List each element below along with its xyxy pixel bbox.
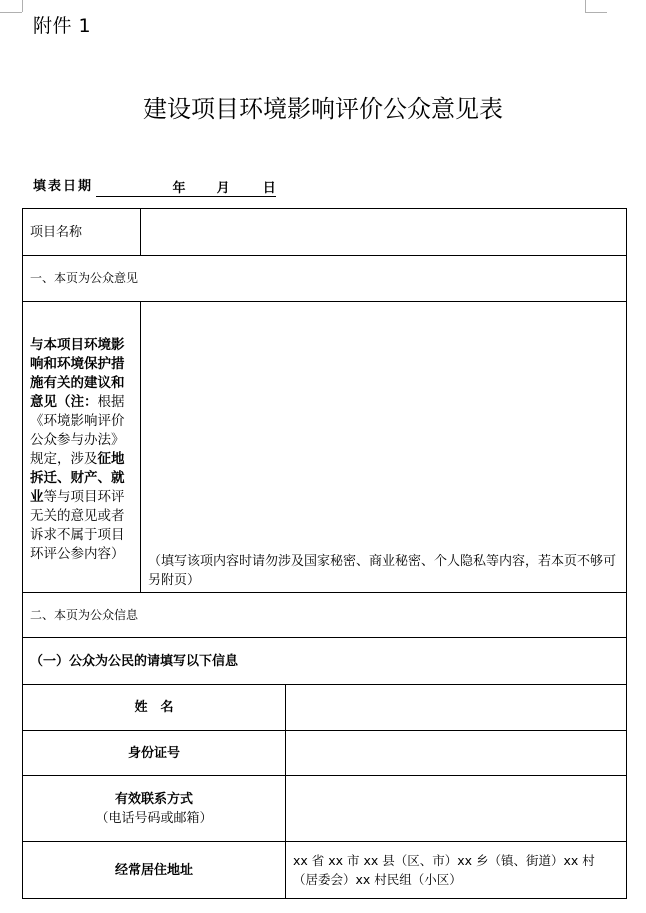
opinion-label-text: 根据《环境影响评价公众参与办法》规定，涉及 — [30, 394, 125, 467]
crop-mark-top-right-v — [585, 0, 586, 12]
name-row — [23, 685, 627, 731]
section1-heading: 一、本页为公众意见 — [23, 256, 627, 302]
opinion-label — [23, 302, 141, 593]
year-label: 年 — [172, 181, 186, 196]
month-label: 月 — [216, 181, 230, 196]
subsection1-heading: （一）公众为公民的请填写以下信息 — [23, 638, 627, 685]
name-label: 姓 名 — [23, 685, 286, 731]
crop-mark-top-right-h — [585, 12, 607, 13]
opinion-form-table — [22, 208, 627, 899]
contact-row — [23, 776, 627, 842]
day-label: 日 — [262, 181, 276, 196]
id-label: 身份证号 — [23, 731, 286, 776]
opinion-row — [23, 302, 627, 593]
page-title: 建设项目环境影响评价公众意见表 — [143, 95, 503, 123]
contact-sublabel: （电话号码或邮箱） — [95, 810, 213, 826]
crop-mark-top-left-h — [0, 12, 22, 13]
section2-heading: 二、本页为公众信息 — [23, 593, 627, 638]
opinion-input[interactable] — [141, 302, 627, 593]
fill-date-field[interactable] — [96, 179, 276, 197]
contact-input[interactable] — [286, 776, 627, 842]
name-input[interactable] — [286, 685, 627, 731]
contact-label: 有效联系方式 — [114, 791, 193, 807]
contact-label-cell — [23, 776, 286, 842]
fill-date-label: 填表日期 — [33, 179, 94, 194]
project-name-input[interactable] — [141, 209, 627, 256]
fill-date-row — [33, 177, 276, 197]
address-row — [23, 842, 627, 899]
id-row — [23, 731, 627, 776]
project-name-row — [23, 209, 627, 256]
opinion-label-bold: 与本项目环境影响和环境保护措施有关的建议和意见（注： — [30, 337, 125, 410]
section2-row — [23, 593, 627, 638]
opinion-note: （填写该项内容时请勿涉及国家秘密、商业秘密、个人隐私等内容，若本页不够可另附页） — [148, 554, 617, 588]
id-input[interactable] — [286, 731, 627, 776]
crop-mark-top-left-v — [22, 0, 23, 12]
opinion-label-tail: 等与项目环评无关的意见或者诉求不属于项目环评公参内容） — [30, 489, 125, 562]
opinion-label-emphasis: 征地拆迁、财产、就业 — [30, 451, 125, 505]
project-name-label: 项目名称 — [23, 209, 141, 256]
address-label: 经常居住地址 — [23, 842, 286, 899]
address-input[interactable]: xx 省 xx 市 xx 县（区、市）xx 乡（镇、街道）xx 村（居委会）xx 村民组（小区） — [286, 842, 627, 899]
section1-row — [23, 256, 627, 302]
attachment-label: 附件 1 — [33, 15, 92, 37]
subsection1-row — [23, 638, 627, 685]
